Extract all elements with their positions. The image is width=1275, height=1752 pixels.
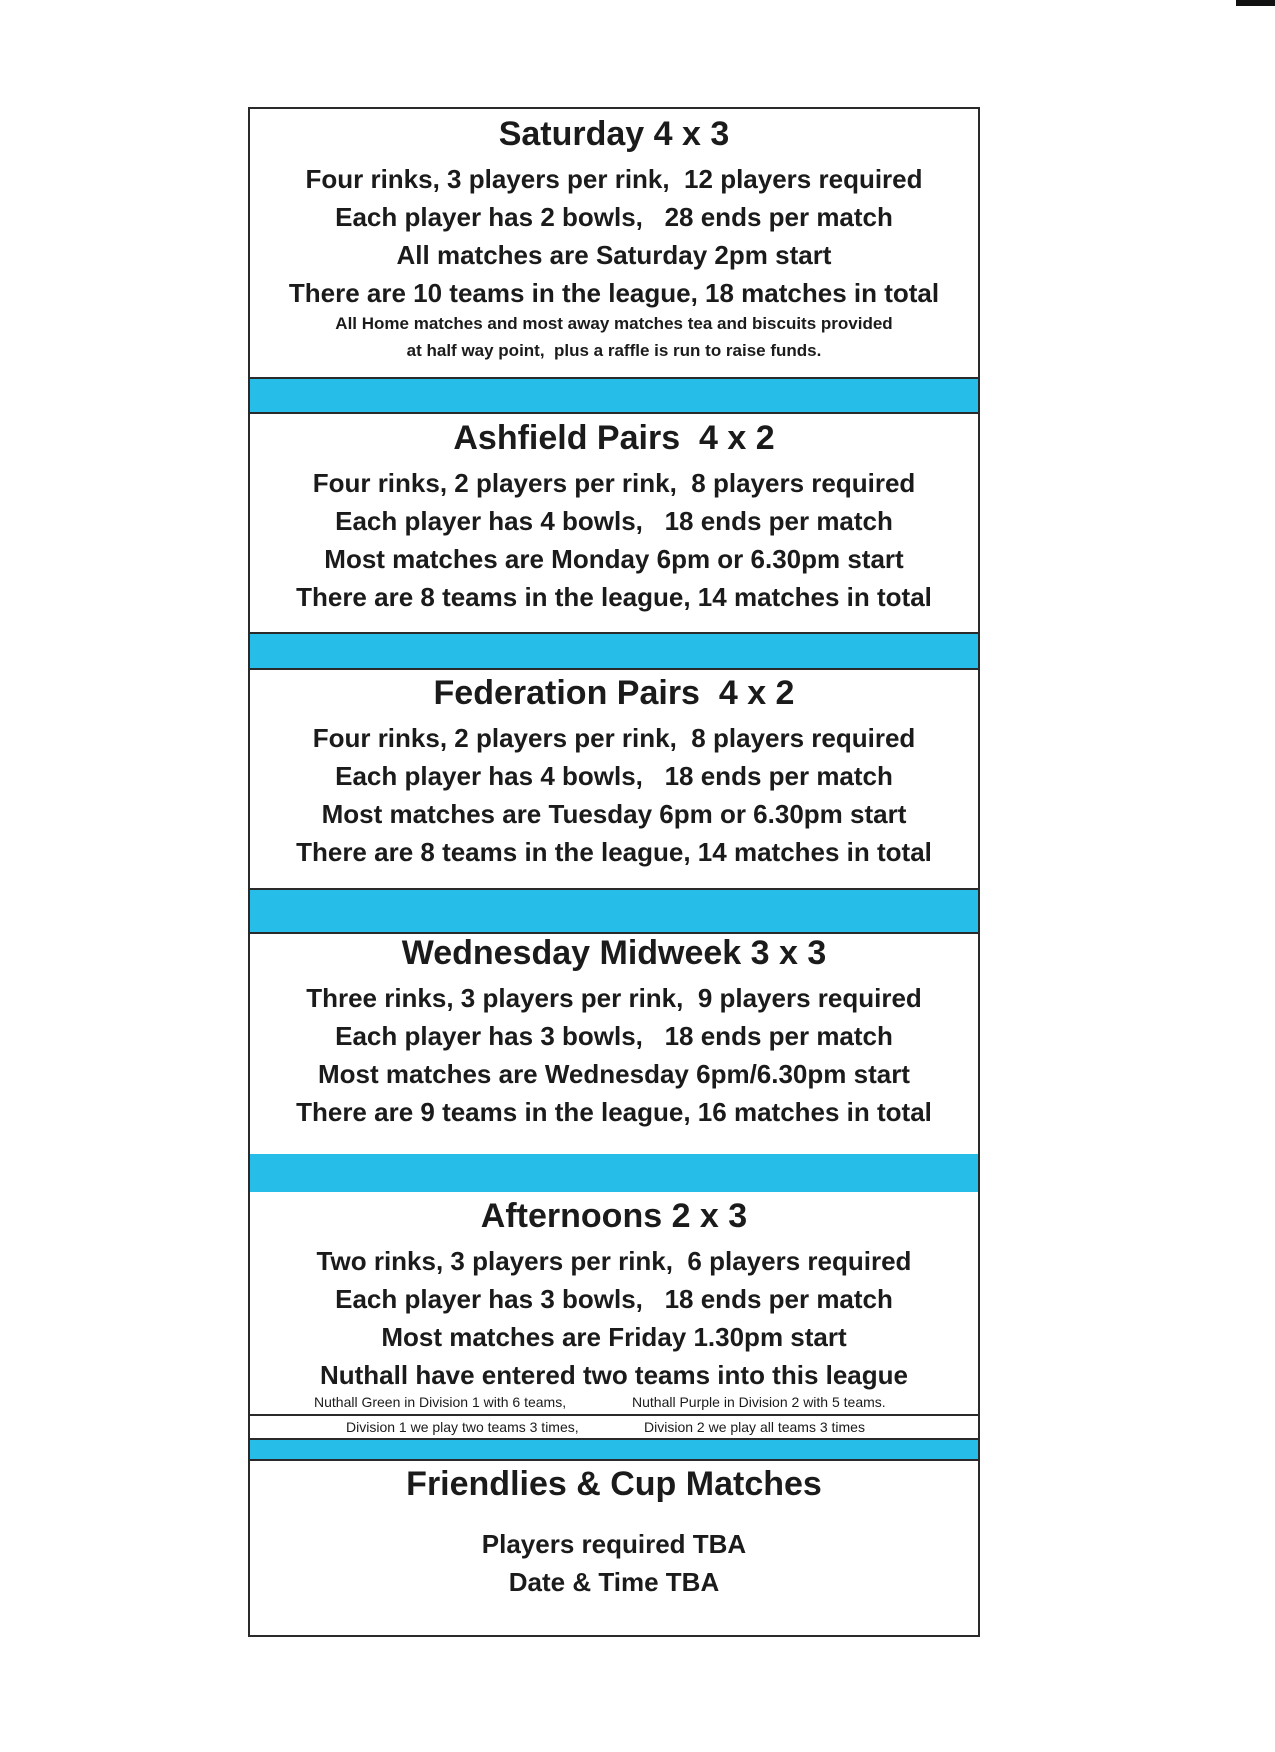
info-line: Nuthall have entered two teams into this league — [319, 1360, 908, 1390]
section-title: Federation Pairs 4 x 2 — [433, 674, 795, 712]
info-line: There are 10 teams in the league, 18 matches in total — [288, 278, 940, 308]
info-line: Most matches are Friday 1.30pm start — [381, 1322, 847, 1352]
section-federation-pairs — [250, 670, 978, 888]
division-note: Nuthall Purple in Division 2 with 5 teams. — [632, 1394, 886, 1410]
note-line: at half way point, plus a raffle is run to raise funds. — [406, 341, 822, 360]
info-line: Date & Time TBA — [508, 1567, 720, 1597]
section-wednesday-midweek — [250, 934, 978, 1154]
division-rules-row — [250, 1414, 978, 1440]
info-line: There are 8 teams in the league, 14 matches in total — [296, 582, 932, 612]
section-title: Friendlies & Cup Matches — [406, 1465, 822, 1503]
section-saturday — [250, 109, 978, 377]
info-line: Each player has 2 bowls, 28 ends per match — [335, 202, 893, 232]
division-note: Nuthall Green in Division 1 with 6 teams, — [314, 1394, 567, 1410]
section-separator — [250, 632, 978, 670]
section-title: Afternoons 2 x 3 — [480, 1197, 748, 1235]
info-line: Four rinks, 2 players per rink, 8 players required — [312, 468, 916, 498]
info-line: Four rinks, 3 players per rink, 12 players required — [305, 164, 923, 194]
section-title: Ashfield Pairs 4 x 2 — [453, 419, 775, 457]
info-line: Each player has 3 bowls, 18 ends per match — [335, 1284, 893, 1314]
info-line: Two rinks, 3 players per rink, 6 players required — [316, 1246, 912, 1276]
section-title: Wednesday Midweek 3 x 3 — [401, 934, 827, 972]
section-ashfield-pairs — [250, 414, 978, 632]
section-title: Saturday 4 x 3 — [498, 115, 730, 153]
division-rule: Division 2 we play all teams 3 times — [644, 1419, 865, 1435]
section-separator — [250, 377, 978, 414]
info-line: Each player has 4 bowls, 18 ends per match — [335, 761, 893, 791]
section-separator — [250, 1440, 978, 1459]
scan-corner-mark — [1236, 0, 1275, 6]
info-line: Each player has 3 bowls, 18 ends per match — [335, 1021, 893, 1051]
info-line: Four rinks, 2 players per rink, 8 players required — [312, 723, 916, 753]
note-line: All Home matches and most away matches tea and biscuits provided — [335, 314, 893, 333]
info-line: All matches are Saturday 2pm start — [396, 240, 832, 270]
info-line: Most matches are Tuesday 6pm or 6.30pm start — [321, 799, 907, 829]
info-line: Each player has 4 bowls, 18 ends per match — [335, 506, 893, 536]
info-line: There are 9 teams in the league, 16 matches in total — [296, 1097, 932, 1127]
section-separator — [250, 888, 978, 934]
section-friendlies — [250, 1459, 978, 1635]
section-separator — [250, 1154, 978, 1192]
division-rule: Division 1 we play two teams 3 times, — [346, 1419, 579, 1435]
info-line: Three rinks, 3 players per rink, 9 players required — [306, 983, 922, 1013]
section-afternoons — [250, 1192, 978, 1414]
info-line: Most matches are Monday 6pm or 6.30pm start — [324, 544, 904, 574]
info-line: Players required TBA — [481, 1529, 747, 1559]
info-line: There are 8 teams in the league, 14 matches in total — [296, 837, 932, 867]
league-info-sheet — [248, 107, 980, 1637]
info-line: Most matches are Wednesday 6pm/6.30pm start — [318, 1059, 910, 1089]
